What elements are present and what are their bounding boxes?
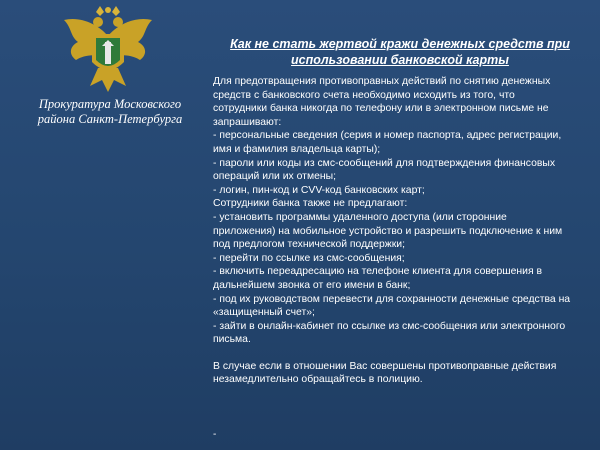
prosecutor-emblem-icon bbox=[58, 6, 158, 94]
paragraph-police: В случае если в отношении Вас совершены противоправные действия незамедлительно обращайтесь в полицию. bbox=[213, 360, 557, 386]
organization-name: Прокуратура Московского района Санкт-Петербурга bbox=[37, 97, 183, 126]
page-title: Как не стать жертвой кражи денежных средств при использовании банковской карты bbox=[230, 37, 570, 67]
body-text bbox=[213, 75, 593, 387]
trailing-dash: - bbox=[213, 429, 217, 440]
paragraph-warnings: Для предотвращения противоправных действий по снятию денежных средств с банковского счета необходимо исходить из того, что сотрудники банка никогда по телефону или в электронном письме не запрашивают: - персональные сведения (серия и номер паспорта, адрес регистрации, имя и фамилия владельца карты); - пароли или коды из смс-сообщений для подтверждения финансовых операций или их отмены; - логин, пин-код и CVV-код банковских карт; Сотрудники банка также не предлагают: - установить программы удаленного доступа (или сторонние приложения) на мобильное устройство и разрешить подключение к ним под предлогом технической поддержки; - перейти по ссылке из смс-сообщения; - включить переадресацию на телефоне клиента для совершения в дальнейшем звонка от его имени в банк; - под их руководством перевести для сохранности денежные средства на «защищенный счет»; - зайти в онлайн-кабинет по ссылке из смс-сообщения или электронного письма. bbox=[213, 76, 571, 346]
